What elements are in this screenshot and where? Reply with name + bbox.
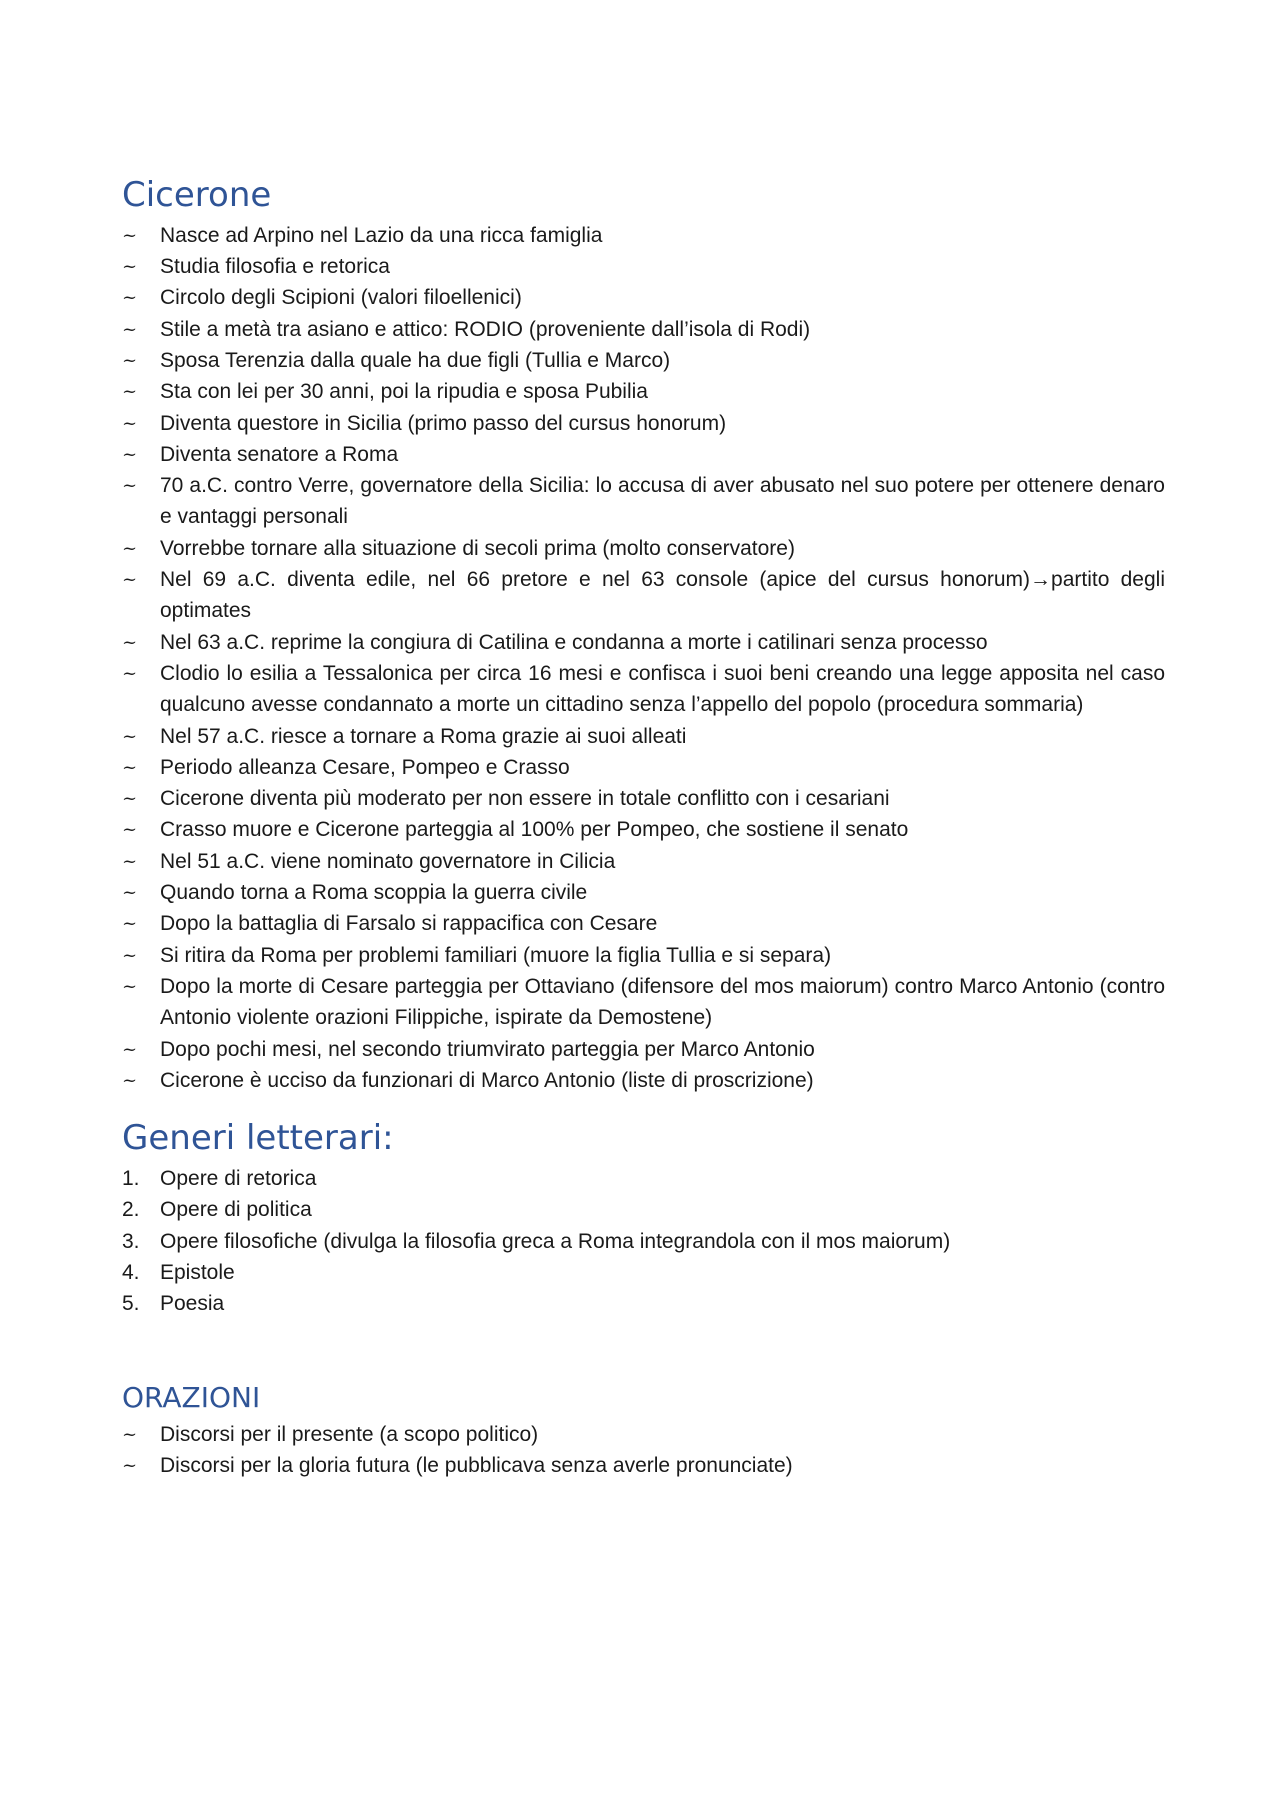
- list-item-text: Cicerone è ucciso da funzionari di Marco Antonio (liste di proscrizione): [160, 1068, 814, 1092]
- list-cicerone: [122, 220, 1165, 1096]
- numbered-list-item: [122, 1288, 1165, 1319]
- tilde-bullet: ~: [122, 631, 138, 653]
- list-item-text: Discorsi per il presente (a scopo politico): [160, 1422, 539, 1446]
- numbered-list-item: [122, 1194, 1165, 1225]
- list-item-text: Dopo pochi mesi, nel secondo triumvirato parteggia per Marco Antonio: [160, 1037, 815, 1061]
- list-item-text: Circolo degli Scipioni (valori filoellenici): [160, 286, 522, 310]
- list-item-text: Clodio lo esilia a Tessalonica per circa 16 mesi e confisca i suoi beni creando una legge apposita nel caso qualcuno avesse condannato a morte un cittadino senza l’appello del popolo (procedura sommaria): [160, 661, 1165, 717]
- tilde-bullet: ~: [122, 475, 138, 497]
- list-item: [122, 971, 1165, 1034]
- tilde-bullet: ~: [122, 256, 138, 278]
- heading-generi-letterari: Generi letterari:: [122, 1118, 394, 1159]
- list-item-text: Studia filosofia e retorica: [160, 255, 390, 279]
- list-item: [122, 1034, 1165, 1065]
- list-item: [122, 940, 1165, 971]
- list-orazioni: [122, 1419, 1165, 1482]
- list-item-text: Dopo la battaglia di Farsalo si rappacifica con Cesare: [160, 912, 658, 936]
- list-item: [122, 220, 1165, 251]
- list-item: [122, 783, 1165, 814]
- list-item-text: Nel 51 a.C. viene nominato governatore in Cilicia: [160, 849, 616, 873]
- list-item: [122, 376, 1165, 407]
- tilde-bullet: ~: [122, 1038, 138, 1060]
- numbered-list-item: [122, 1226, 1165, 1257]
- list-item-text: Nel 57 a.C. riesce a tornare a Roma grazie ai suoi alleati: [160, 724, 687, 748]
- list-item-text: Dopo la morte di Cesare parteggia per Ottaviano (difensore del mos maiorum) contro Marco Antonio (contro Antonio violente orazioni Filippiche, ispirate da Demostene): [160, 974, 1165, 1030]
- tilde-bullet: ~: [122, 224, 138, 246]
- list-item: [122, 470, 1165, 533]
- list-number: 2.: [122, 1198, 140, 1222]
- tilde-bullet: ~: [122, 944, 138, 966]
- list-item: [122, 752, 1165, 783]
- list-item: [122, 721, 1165, 752]
- list-item: [122, 877, 1165, 908]
- list-item-text: Opere filosofiche (divulga la filosofia greca a Roma integrandola con il mos maiorum): [160, 1229, 951, 1253]
- tilde-bullet: ~: [122, 412, 138, 434]
- heading-cicerone: Cicerone: [122, 175, 272, 215]
- list-number: 3.: [122, 1229, 140, 1253]
- list-item-text: Nasce ad Arpino nel Lazio da una ricca famiglia: [160, 223, 603, 247]
- list-item-text: Diventa senatore a Roma: [160, 442, 399, 466]
- list-item-text: Diventa questore in Sicilia (primo passo del cursus honorum): [160, 411, 727, 435]
- list-item-text: Nel 63 a.C. reprime la congiura di Catilina e condanna a morte i catilinari senza processo: [160, 630, 988, 654]
- list-item: [122, 1065, 1165, 1096]
- tilde-bullet: ~: [122, 1069, 138, 1091]
- list-item: [122, 345, 1165, 376]
- tilde-bullet: ~: [122, 381, 138, 403]
- list-item: [122, 408, 1165, 439]
- tilde-bullet: ~: [122, 443, 138, 465]
- numbered-list-item: [122, 1257, 1165, 1288]
- tilde-bullet: ~: [122, 318, 138, 340]
- list-item-text: Nel 69 a.C. diventa edile, nel 66 pretore e nel 63 console (apice del cursus honorum)→partito degli optimates: [160, 568, 1165, 623]
- tilde-bullet: ~: [122, 788, 138, 810]
- tilde-bullet: ~: [122, 537, 138, 559]
- list-item-text: Quando torna a Roma scoppia la guerra civile: [160, 881, 588, 905]
- list-item-text: Discorsi per la gloria futura (le pubblicava senza averle pronunciate): [160, 1454, 793, 1478]
- tilde-bullet: ~: [122, 756, 138, 778]
- list-item: [122, 282, 1165, 313]
- list-item-text: Opere di retorica: [160, 1166, 317, 1190]
- tilde-bullet: ~: [122, 1455, 138, 1477]
- tilde-bullet: ~: [122, 287, 138, 309]
- list-generi-letterari: [122, 1163, 1165, 1319]
- list-item-text: Cicerone diventa più moderato per non essere in totale conflitto con i cesariani: [160, 787, 890, 811]
- list-item-text: Sta con lei per 30 anni, poi la ripudia e sposa Pubilia: [160, 380, 648, 404]
- list-number: 5.: [122, 1292, 140, 1316]
- tilde-bullet: ~: [122, 850, 138, 872]
- heading-orazioni: ORAZIONI: [122, 1381, 261, 1415]
- list-number: 4.: [122, 1260, 140, 1284]
- tilde-bullet: ~: [122, 975, 138, 997]
- list-item: [122, 439, 1165, 470]
- tilde-bullet: ~: [122, 1423, 138, 1445]
- list-item-text: Si ritira da Roma per problemi familiari (muore la figlia Tullia e si separa): [160, 943, 832, 967]
- tilde-bullet: ~: [122, 725, 138, 747]
- list-item: [122, 658, 1165, 721]
- list-item-text: Periodo alleanza Cesare, Pompeo e Crasso: [160, 755, 570, 779]
- list-item-text: Crasso muore e Cicerone parteggia al 100% per Pompeo, che sostiene il senato: [160, 818, 909, 842]
- list-item-text: Vorrebbe tornare alla situazione di secoli prima (molto conservatore): [160, 536, 795, 560]
- list-item: [122, 627, 1165, 658]
- tilde-bullet: ~: [122, 569, 138, 591]
- list-item: [122, 533, 1165, 564]
- list-item-text: 70 a.C. contro Verre, governatore della Sicilia: lo accusa di aver abusato nel suo potere per ottenere denaro e vantaggi personali: [160, 474, 1165, 529]
- tilde-bullet: ~: [122, 662, 138, 684]
- list-item-text: Sposa Terenzia dalla quale ha due figli (Tullia e Marco): [160, 348, 671, 372]
- tilde-bullet: ~: [122, 349, 138, 371]
- list-item-text: Epistole: [160, 1260, 235, 1284]
- list-item: [122, 908, 1165, 939]
- list-item: [122, 846, 1165, 877]
- numbered-list-item: [122, 1163, 1165, 1194]
- tilde-bullet: ~: [122, 882, 138, 904]
- list-item: [122, 314, 1165, 345]
- tilde-bullet: ~: [122, 819, 138, 841]
- list-item: [122, 1419, 1165, 1450]
- list-item: [122, 814, 1165, 845]
- list-item: [122, 564, 1165, 627]
- tilde-bullet: ~: [122, 913, 138, 935]
- list-item-text: Opere di politica: [160, 1198, 312, 1222]
- list-item: [122, 1450, 1165, 1481]
- list-item: [122, 251, 1165, 282]
- list-item-text: Stile a metà tra asiano e attico: RODIO (proveniente dall’isola di Rodi): [160, 317, 811, 341]
- list-item-text: Poesia: [160, 1292, 225, 1316]
- list-number: 1.: [122, 1166, 140, 1190]
